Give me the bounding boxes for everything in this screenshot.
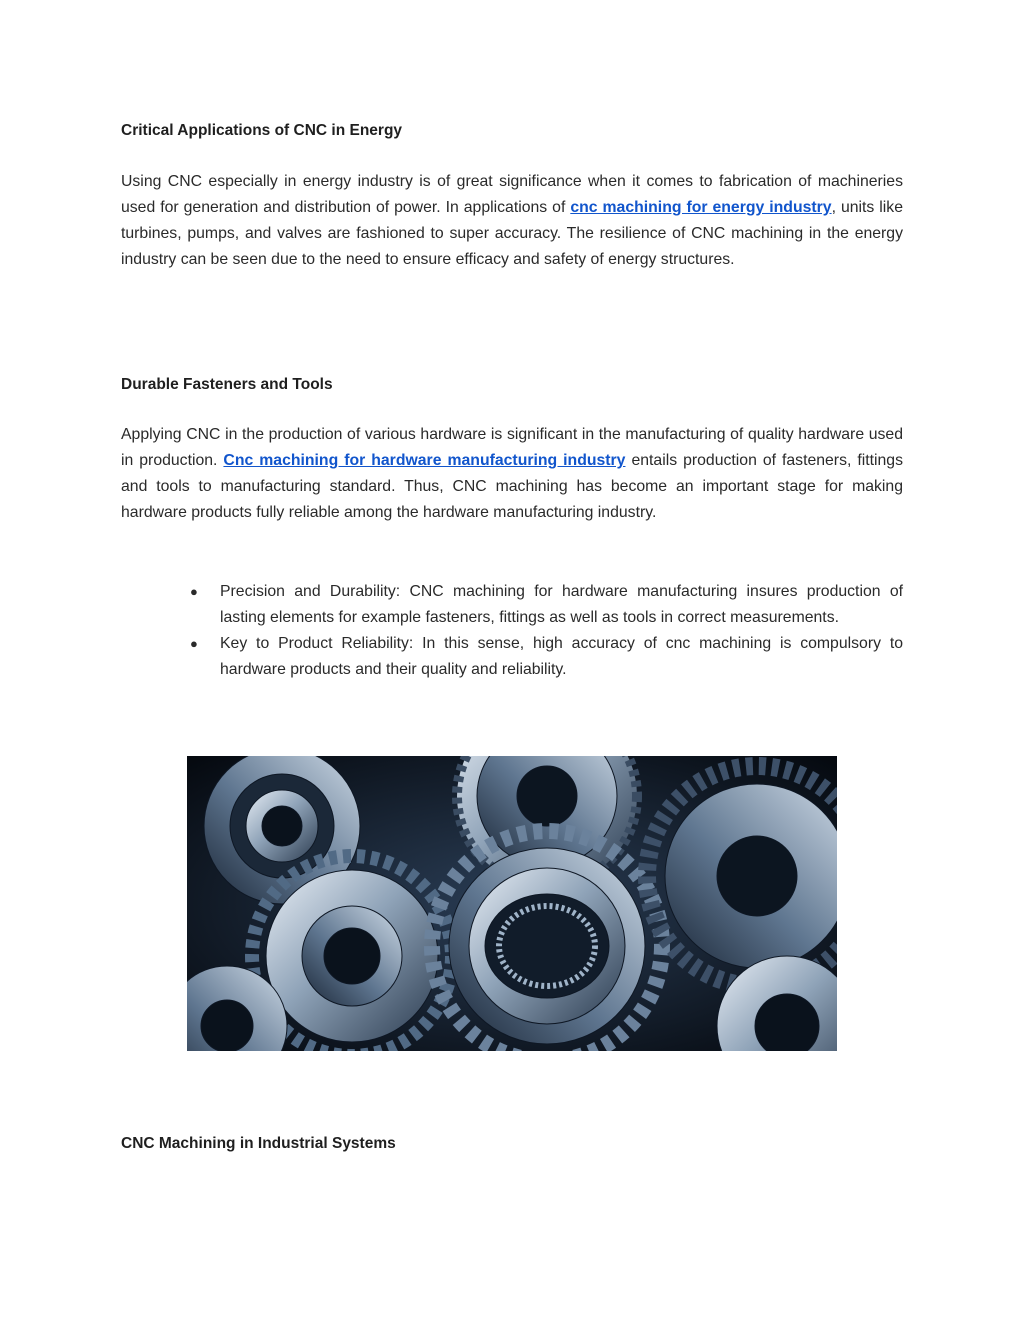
bullet-icon: ● bbox=[190, 636, 198, 651]
bullet-text: Precision and Durability: CNC machining for hardware manufacturing insures production of lasting elements for example fasteners, fittings as well as tools in correct measurements. bbox=[220, 583, 903, 626]
paragraph-fasteners-text-2: entails production of fasteners, fittings and tools to manufacturing standard. Thus, CNC machining has become an important stage for making hardware products fully reliable among the hardware manufacturing industry. bbox=[121, 452, 903, 521]
paragraph-fasteners-text-1: Applying CNC in the production of various hardware is significant in the manufacturing of quality hardware used in production. bbox=[121, 426, 903, 469]
heading-fasteners: Durable Fasteners and Tools bbox=[121, 376, 333, 393]
gears-photo-icon bbox=[187, 756, 837, 1051]
gears-illustration bbox=[187, 756, 837, 1051]
bullet-text: Key to Product Reliability: In this sense, high accuracy of cnc machining is compulsory to hardware products and their quality and reliability. bbox=[220, 635, 903, 678]
paragraph-fasteners bbox=[121, 422, 903, 526]
heading-industrial: CNC Machining in Industrial Systems bbox=[121, 1135, 396, 1152]
bullet-list bbox=[187, 579, 903, 683]
paragraph-energy-text-2: , units like turbines, pumps, and valves are fashioned to super accuracy. The resilience of CNC machining in the energy industry can be seen due to the need to ensure efficacy and safety of energy structures. bbox=[121, 199, 903, 268]
link-cnc-energy[interactable]: cnc machining for energy industry bbox=[570, 199, 832, 216]
heading-energy: Critical Applications of CNC in Energy bbox=[121, 122, 403, 139]
list-item bbox=[187, 579, 903, 631]
list-item bbox=[187, 631, 903, 683]
paragraph-energy-text-1: Using CNC especially in energy industry is of great significance when it comes to fabrication of machineries used for generation and distribution of power. In applications of bbox=[121, 173, 903, 216]
paragraph-energy bbox=[121, 169, 903, 273]
bullet-icon: ● bbox=[190, 584, 198, 599]
link-cnc-hardware[interactable]: Cnc machining for hardware manufacturing industry bbox=[223, 452, 626, 469]
